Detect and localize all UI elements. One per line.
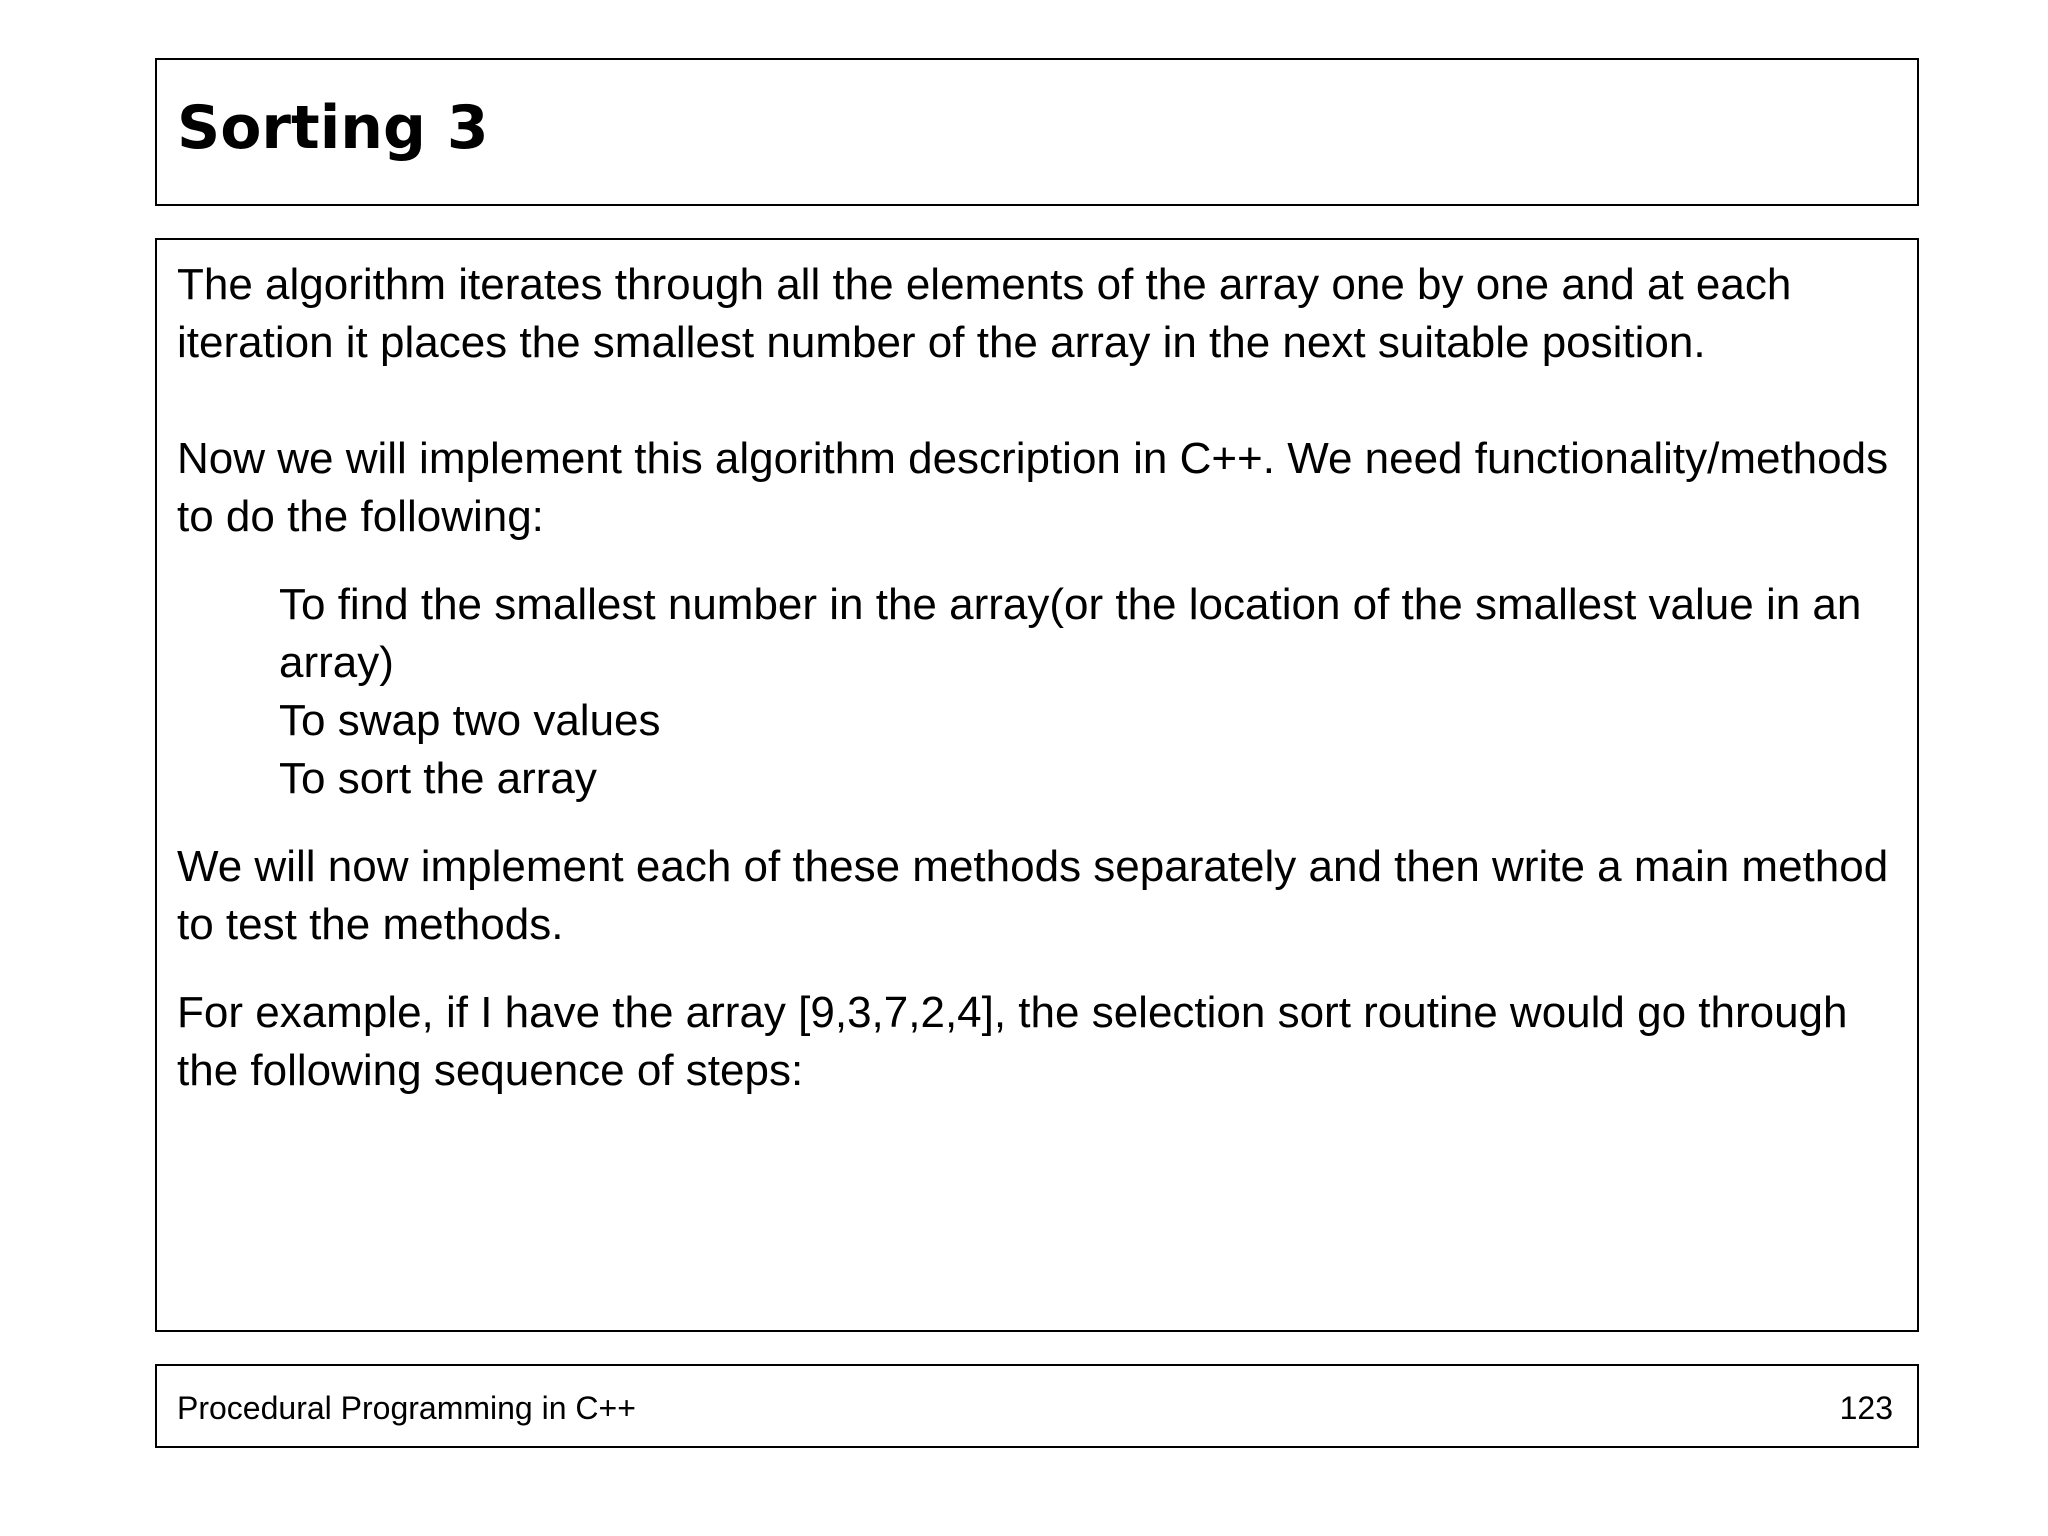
- separately-paragraph: We will now implement each of these methods separately and then write a main method to test the methods.: [177, 842, 1889, 949]
- method-item-swap: To swap two values: [279, 696, 661, 745]
- paragraph-spacer: [177, 808, 1897, 838]
- intro-paragraph: The algorithm iterates through all the elements of the array one by one and at each iteration it places the smallest number of the array in the next suitable position.: [177, 260, 1792, 367]
- title-frame: [155, 58, 1919, 206]
- content-frame: [155, 238, 1919, 1332]
- method-item-find-smallest: To find the smallest number in the array(or the location of the smallest value in an array): [279, 580, 1862, 687]
- example-paragraph: For example, if I have the array [9,3,7,2,4], the selection sort routine would go through the following sequence of steps:: [177, 988, 1848, 1095]
- methods-list: [177, 576, 1897, 808]
- course-name: Procedural Programming in C++: [177, 1390, 636, 1426]
- paragraph-spacer: [177, 546, 1897, 576]
- method-item-sort: To sort the array: [279, 754, 597, 803]
- paragraph-spacer: [177, 372, 1897, 430]
- page-number: 123: [1839, 1390, 1893, 1426]
- footer-frame: [155, 1364, 1919, 1448]
- slide-title: Sorting 3: [177, 93, 489, 163]
- implement-paragraph: Now we will implement this algorithm description in C++. We need functionality/methods to do the following:: [177, 434, 1889, 541]
- slide-content: [177, 256, 1897, 1100]
- paragraph-spacer: [177, 954, 1897, 984]
